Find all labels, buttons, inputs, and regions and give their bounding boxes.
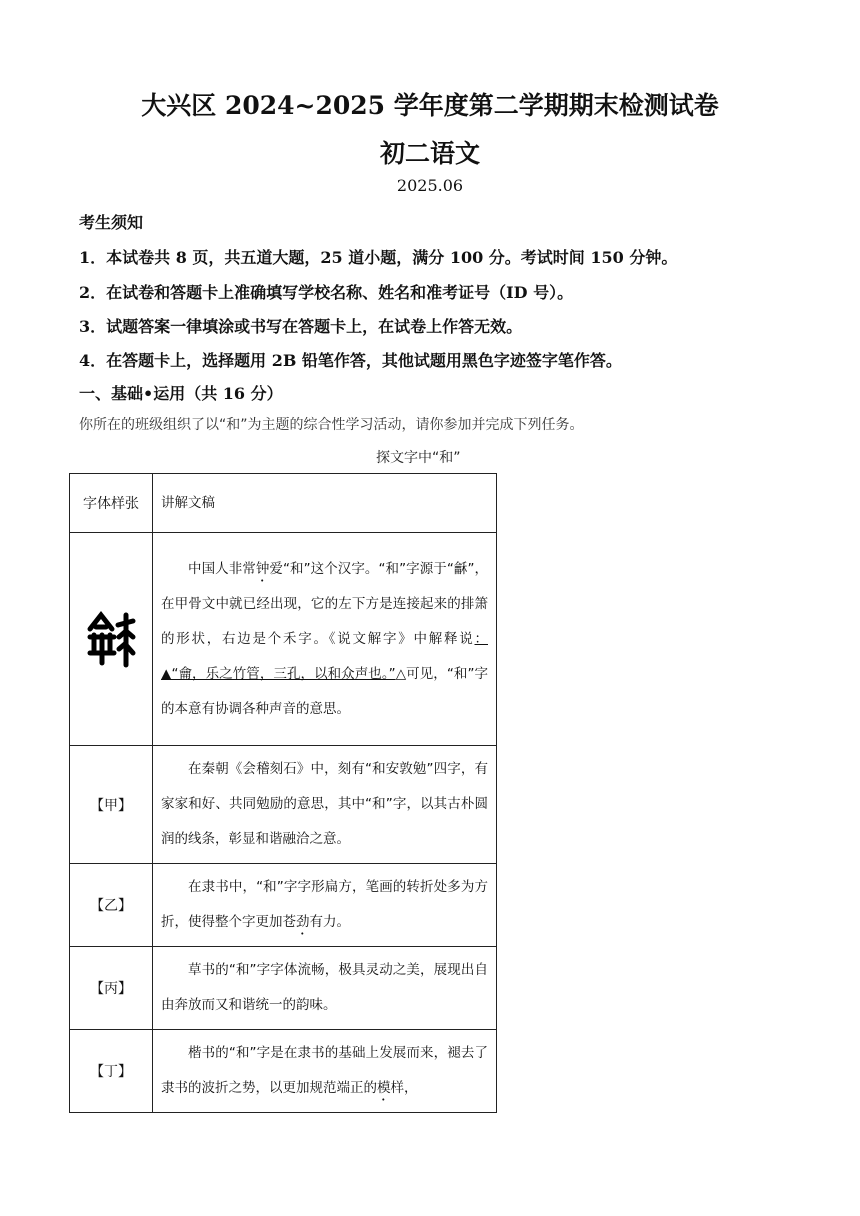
text-fragment: △可见，“和”字的本意有协调各种声音的意思。 — [161, 665, 489, 717]
dotted-char: 模 — [377, 1080, 391, 1096]
header-lecture-text: 讲解文稿 — [153, 474, 497, 533]
lecture-text-oracle — [153, 533, 497, 746]
text-fragment: 楷书的“和”字是在隶书的基础上发展而来，褪去了隶书的波折之势，以更加规范端正的 — [161, 1045, 488, 1096]
underlined-quote: ：▲“龠，乐之竹管，三孔，以和众声也。” — [161, 630, 488, 682]
lecture-text-bing — [153, 947, 497, 1030]
text-fragment: 在秦朝《会稽刻石》中，刻有“和安敦勉”四字，有家家和好、共同勉励的意思，其中“和”字，以其古朴圆润的线条，彰显和谐融洽之意。 — [161, 761, 488, 847]
lecture-text-yi — [153, 864, 497, 947]
table-row — [70, 947, 497, 1030]
section-intro: 你所在的班级组织了以“和”为主题的综合性学习活动，请你参加并完成下列任务。 — [79, 417, 584, 433]
table-row — [70, 1030, 497, 1113]
row-label-jia: 【甲】 — [70, 746, 153, 864]
exam-subject: 初二语文 — [379, 139, 480, 168]
table-row — [70, 533, 497, 746]
text-fragment: 爱“和”这个汉字。“和”字源于“龢”，在甲骨文中就已经出现，它的左下方是连接起来的排箫的形状，右边是个禾字。《说文解字》中解释说 — [161, 560, 489, 647]
text-fragment: 在隶书中，“和”字字形扁方，笔画的转折处多为方折，使得整个字更加苍 — [161, 879, 488, 930]
font-table — [69, 473, 497, 1113]
exam-title: 大兴区 2024~2025 学年度第二学期期末检测试卷 — [141, 91, 719, 120]
text-fragment: 样， — [390, 1080, 418, 1096]
oracle-glyph-cell — [70, 533, 153, 746]
lecture-text-jia — [153, 746, 497, 864]
table-row — [70, 746, 497, 864]
notice-rule-1: 1．本试卷共 8 页，共五道大题，25 道小题，满分 100 分。考试时间 150 分钟。 — [79, 248, 678, 267]
row-label-ding: 【丁】 — [70, 1030, 153, 1113]
section-heading: 一、基础•运用（共 16 分） — [79, 384, 283, 403]
row-label-bing: 【丙】 — [70, 947, 153, 1030]
header-font-sample: 字体样张 — [70, 474, 153, 533]
text-fragment: 草书的“和”字字体流畅，极具灵动之美，展现出自由奔放而又和谐统一的韵味。 — [161, 962, 488, 1013]
notice-rule-3: 3．试题答案一律填涂或书写在答题卡上，在试卷上作答无效。 — [79, 317, 523, 336]
lecture-text-ding — [153, 1030, 497, 1113]
notice-rule-2: 2．在试卷和答题卡上准确填写学校名称、姓名和准考证号（ID 号）。 — [79, 283, 574, 302]
table-header-row — [70, 474, 497, 533]
notice-rule-4: 4．在答题卡上，选择题用 2B 铅笔作答，其他试题用黑色字迹签字笔作答。 — [79, 351, 622, 370]
dotted-char: 钟 — [255, 560, 270, 577]
text-fragment: 有力。 — [309, 914, 350, 930]
table-row — [70, 864, 497, 947]
text-fragment: 中国人非常 — [188, 560, 256, 577]
notice-heading: 考生须知 — [79, 213, 144, 232]
dotted-char: 劲 — [296, 914, 310, 930]
row-label-yi: 【乙】 — [70, 864, 153, 947]
oracle-bone-he-icon — [86, 609, 136, 669]
table-caption: 探文字中“和” — [376, 450, 461, 466]
exam-date: 2025.06 — [396, 176, 464, 195]
